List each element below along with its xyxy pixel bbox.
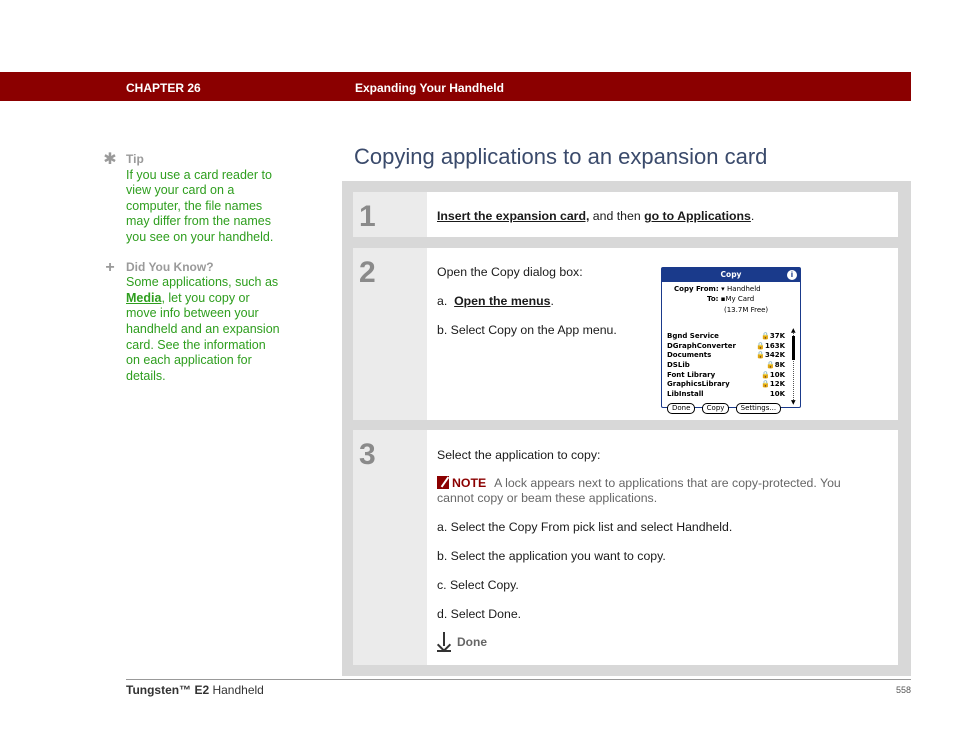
- note: [437, 476, 877, 505]
- did-you-know-text-before: Some applications, such as: [126, 275, 279, 290]
- list-item: DGraphConverter 🔒163K: [667, 341, 785, 350]
- step-1-end-text: .: [750, 209, 755, 223]
- copy-from-value: Handheld: [727, 285, 761, 293]
- lock-icon: 🔒: [761, 370, 770, 379]
- lock-icon: 🔒: [756, 341, 765, 350]
- plus-icon: +: [105, 258, 115, 276]
- step-3-b: b. Select the application you want to copy.: [437, 549, 666, 563]
- app-list: [667, 332, 785, 400]
- step-number-column: [353, 248, 427, 420]
- lock-icon: 🔒: [765, 361, 775, 370]
- footer-product-name: Tungsten™ E2: [126, 683, 210, 697]
- note-icon: [437, 476, 449, 489]
- copy-from-row: [674, 285, 761, 293]
- list-item: Font Library 🔒10K: [667, 370, 785, 379]
- list-item: Bgnd Service 🔒37K: [667, 332, 785, 340]
- step-3-intro: Select the application to copy:: [437, 448, 601, 462]
- step-1-line: [437, 209, 754, 223]
- step-number-column: [353, 430, 427, 665]
- lock-icon: 🔒: [761, 332, 770, 340]
- free-space: (13.7M Free): [724, 306, 769, 314]
- footer-product-suffix: Handheld: [209, 683, 264, 697]
- done-label: Done: [457, 635, 487, 649]
- list-item: LibInstall 10K: [667, 390, 785, 399]
- done-marker: [437, 632, 487, 650]
- dialog-buttons: [667, 403, 785, 414]
- step-number: 1: [359, 200, 376, 233]
- list-item: DSLib 🔒8K: [667, 361, 785, 370]
- step-number-column: [353, 192, 427, 237]
- copy-button: Copy: [702, 403, 730, 414]
- chapter-header-bar: [0, 72, 911, 101]
- step-1-mid-text: and then: [589, 209, 645, 223]
- did-you-know-title: Did You Know?: [126, 259, 214, 274]
- note-label: NOTE: [452, 476, 487, 490]
- to-label: To:: [707, 295, 719, 303]
- info-icon: i: [787, 270, 797, 280]
- scroll-thumb: [792, 336, 795, 360]
- to-value: My Card: [725, 295, 755, 303]
- step-2-b: b. Select Copy on the App menu.: [437, 323, 617, 337]
- step-number: 2: [359, 256, 376, 289]
- step-2: [353, 248, 898, 420]
- step-1: [353, 192, 898, 237]
- copy-dialog-screenshot: [661, 267, 801, 412]
- done-button: Done: [667, 403, 695, 414]
- tip-text: If you use a card reader to view your card on a computer, the file names may differ from the names you see on your handheld.: [126, 167, 274, 244]
- page-title: Copying applications to an expansion card: [354, 144, 768, 169]
- arrow-down-icon: ▼: [791, 399, 796, 406]
- step-2-a: [437, 294, 554, 308]
- did-you-know-block: [100, 260, 280, 385]
- arrow-up-icon: ▲: [791, 327, 796, 334]
- lock-icon: 🔒: [756, 351, 765, 360]
- footer-product: [126, 683, 264, 697]
- list-item: GraphicsLibrary 🔒12K: [667, 380, 785, 389]
- dialog-title: Copy: [720, 270, 742, 279]
- insert-card-link[interactable]: Insert the expansion card,: [437, 209, 590, 223]
- step-2-a-prefix: a.: [437, 294, 448, 308]
- dialog-scrollbar: [791, 327, 798, 406]
- media-link[interactable]: Media: [126, 290, 162, 305]
- tip-block: [100, 152, 280, 246]
- list-item: Documents 🔒342K: [667, 351, 785, 360]
- open-menus-link[interactable]: Open the menus: [454, 294, 551, 308]
- to-row: [707, 295, 754, 303]
- go-to-applications-link[interactable]: go to Applications: [644, 209, 751, 223]
- step-3-d: d. Select Done.: [437, 607, 522, 621]
- dialog-title-bar: [662, 268, 800, 282]
- triangle-down-icon: ▾: [721, 285, 725, 293]
- lock-icon: 🔒: [761, 380, 770, 389]
- tip-title: Tip: [126, 152, 144, 166]
- step-2-intro: Open the Copy dialog box:: [437, 265, 583, 279]
- footer-rule: [126, 679, 911, 680]
- chapter-number: CHAPTER 26: [126, 81, 201, 95]
- settings-button: Settings...: [736, 403, 781, 414]
- step-number: 3: [359, 438, 376, 471]
- did-you-know-text: [126, 275, 280, 384]
- sidebar: [100, 152, 280, 398]
- step-3: [353, 430, 898, 665]
- step-2-a-end: .: [550, 294, 554, 308]
- card-icon: ▪: [720, 295, 726, 303]
- arrow-down-done-icon: [437, 632, 451, 650]
- did-you-know-text-after: , let you copy or move info between your handheld and an expansion card. See the information on each application for details.: [126, 290, 280, 383]
- note-text: A lock appears next to applications that are copy-protected. You cannot copy or beam these applications.: [437, 476, 841, 505]
- chapter-title: Expanding Your Handheld: [355, 81, 504, 95]
- step-3-a: a. Select the Copy From pick list and select Handheld.: [437, 520, 733, 534]
- page-number: 558: [895, 685, 911, 695]
- asterisk-icon: ✱: [103, 151, 117, 168]
- step-3-c: c. Select Copy.: [437, 578, 519, 592]
- copy-from-label: Copy From:: [674, 285, 719, 293]
